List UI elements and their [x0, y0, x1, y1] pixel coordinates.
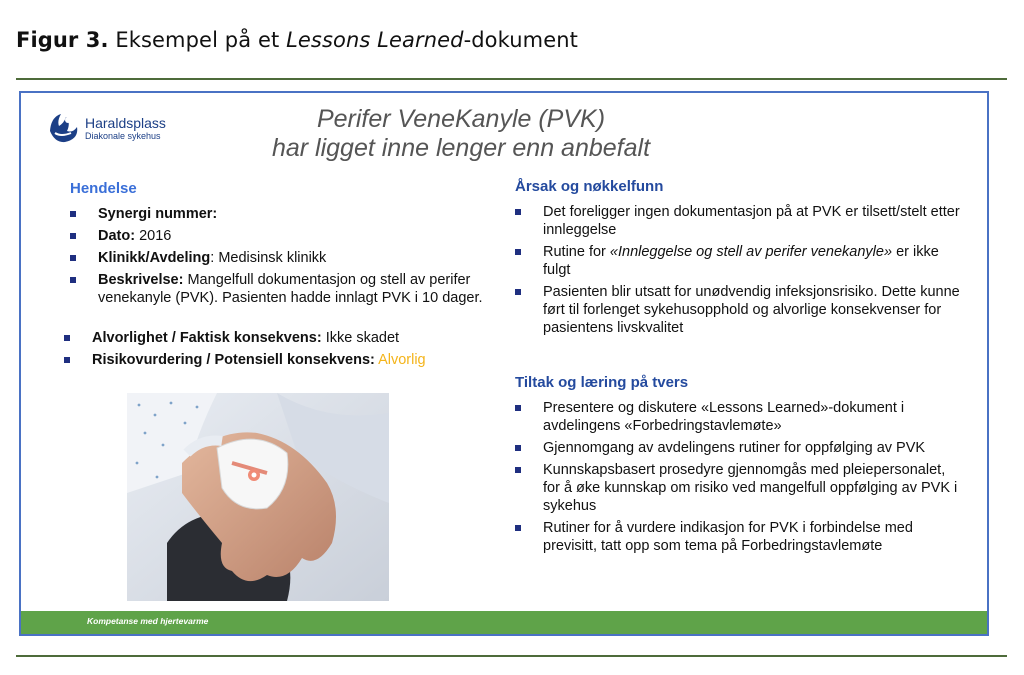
bullet-icon — [515, 445, 521, 451]
logo-subtitle: Diakonale sykehus — [85, 130, 161, 141]
heading-cause: Årsak og nøkkelfunn — [515, 178, 664, 195]
slide-footer-bar — [21, 611, 987, 634]
bottom-rule — [16, 655, 1007, 657]
heading-hendelse: Hendelse — [70, 180, 137, 197]
caption-text-pre: Eksempel på et — [108, 28, 287, 52]
iv-cannula-photo — [127, 393, 389, 601]
bullet-icon — [64, 335, 70, 341]
footer-slogan: Kompetanse med hjertevarme — [87, 616, 209, 626]
list-item: Synergi nummer: — [70, 205, 490, 223]
lessons-learned-slide — [19, 91, 989, 636]
bullet-icon — [515, 209, 521, 215]
list-item: Pasienten blir utsatt for unødvendig infeksjonsrisiko. Dette kunne ført til forlenget sykehusopphold og alvorlige konsekvenser for pasientens livskvalitet — [515, 283, 965, 337]
logo-mark-icon — [47, 111, 81, 145]
severity-list — [64, 329, 504, 373]
bullet-icon — [515, 405, 521, 411]
hand-with-cannula-image — [127, 393, 389, 601]
bullet-icon — [70, 255, 76, 261]
cause-list — [515, 203, 965, 341]
logo-name: Haraldsplass — [85, 114, 166, 131]
list-item: Klinikk/Avdeling: Medisinsk klinikk — [70, 249, 490, 267]
list-item: Dato: 2016 — [70, 227, 490, 245]
list-item: Risikovurdering / Potensiell konsekvens: Alvorlig — [64, 351, 504, 369]
bullet-icon — [70, 277, 76, 283]
list-item: Kunnskapsbasert prosedyre gjennomgås med pleiepersonalet, for å øke kunnskap om risiko ved mangelfull oppfølging av PVK i sykehus — [515, 461, 965, 515]
figure-number: Figur 3. — [16, 28, 109, 52]
severity-value: Alvorlig — [374, 352, 426, 368]
heading-actions: Tiltak og læring på tvers — [515, 374, 689, 391]
list-item: Alvorlighet / Faktisk konsekvens: Ikke skadet — [64, 329, 504, 347]
list-item: Beskrivelse: Mangelfull dokumentasjon og stell av perifer venekanyle (PVK). Pasienten hadde innlagt PVK i 10 dager. — [70, 271, 490, 307]
list-item: Gjennomgang av avdelingens rutiner for oppfølging av PVK — [515, 439, 965, 457]
figure-caption — [16, 28, 578, 52]
incident-list — [70, 205, 490, 311]
title-line-1: Perifer VeneKanyle (PVK) — [316, 105, 606, 133]
list-item: Det foreligger ingen dokumentasjon på at PVK er tilsett/stelt etter innleggelse — [515, 203, 965, 239]
bullet-icon — [70, 211, 76, 217]
bullet-icon — [515, 249, 521, 255]
bullet-icon — [515, 289, 521, 295]
bullet-icon — [515, 525, 521, 531]
list-item: Rutine for «Innleggelse og stell av perifer venekanyle» er ikke fulgt — [515, 243, 965, 279]
hospital-logo — [47, 111, 166, 145]
action-list — [515, 399, 965, 559]
bullet-icon — [515, 467, 521, 473]
list-item: Presentere og diskutere «Lessons Learned»-dokument i avdelingens «Forbedringstavlemøte» — [515, 399, 965, 435]
caption-text-post: -dokument — [463, 28, 578, 52]
bullet-icon — [70, 233, 76, 239]
list-item: Rutiner for å vurdere indikasjon for PVK i forbindelse med previsitt, tatt opp som tema på Forbedringstavlemøte — [515, 519, 965, 555]
slide-title — [171, 105, 751, 163]
title-line-2: har ligget inne lenger enn anbefalt — [271, 134, 651, 162]
caption-text-italic: Lessons Learned — [286, 28, 464, 52]
bullet-icon — [64, 357, 70, 363]
top-rule — [16, 78, 1007, 80]
